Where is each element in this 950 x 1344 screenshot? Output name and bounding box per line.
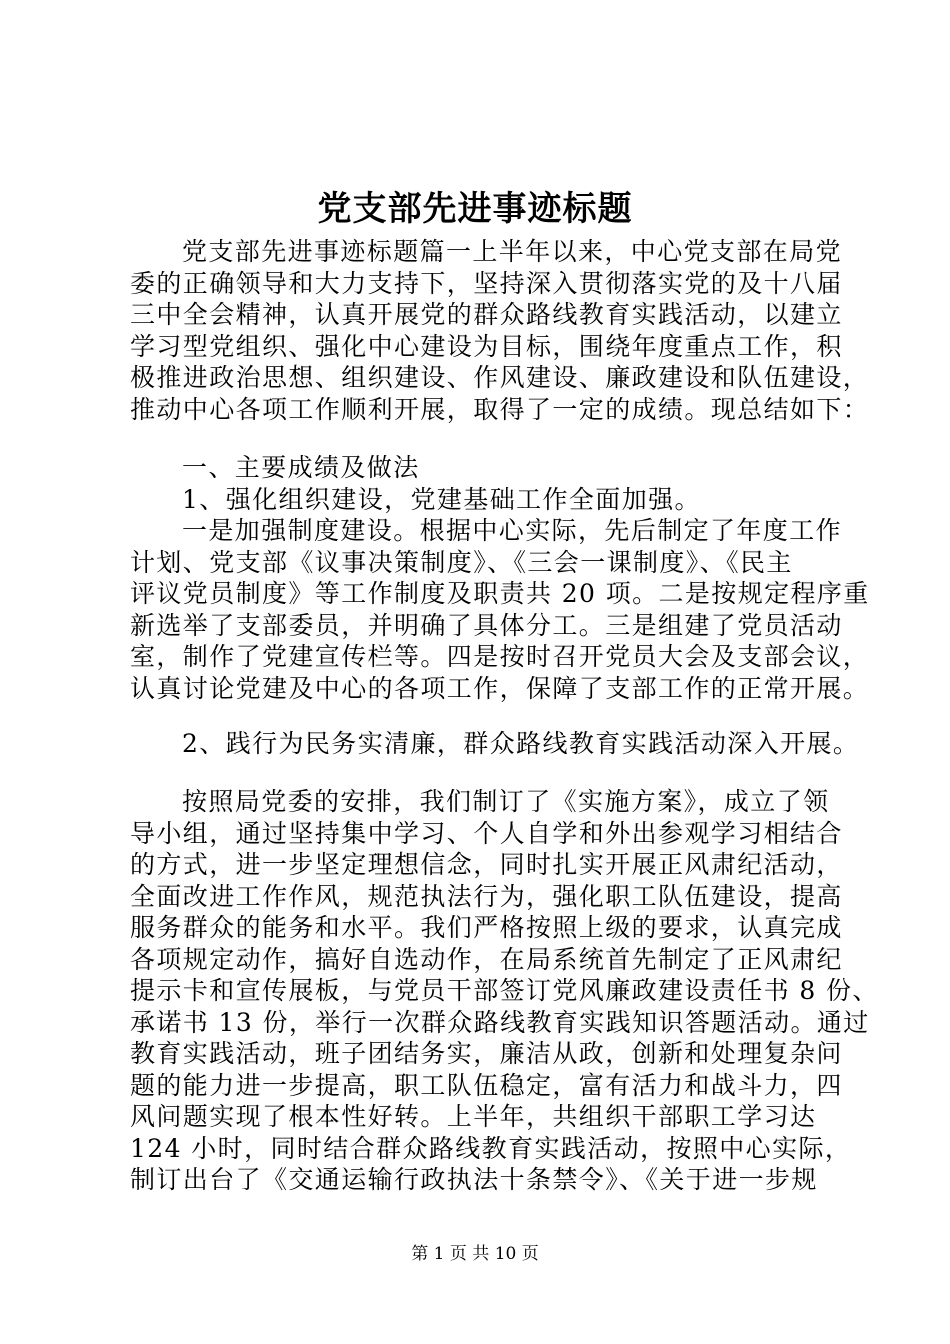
subsection-heading: 1、强化组织建设，党建基础工作全面加强。 [182, 484, 701, 514]
page-footer: 第 1 页 共 10 页 [411, 1244, 539, 1264]
text-line: 承诺书 13 份，举行一次群众路线教育实践知识答题活动。通过 [130, 1007, 870, 1037]
document-title: 党支部先进事迹标题 [317, 189, 633, 229]
text-line: 风问题实现了根本性好转。上半年，共组织干部职工学习达 [130, 1102, 817, 1131]
text-line: 导小组，通过坚持集中学习、个人自学和外出参观学习相结合 [130, 818, 843, 848]
text-line: 室，制作了党建宣传栏等。四是按时召开党员大会及支部会议， [130, 642, 870, 671]
text-line: 党支部先进事迹标题篇一上半年以来，中心党支部在局党 [182, 237, 843, 266]
text-line: 认真讨论党建及中心的各项工作，保障了支部工作的正常开展。 [130, 673, 870, 703]
subsection-heading: 2、践行为民务实清廉，群众路线教育实践活动深入开展。 [182, 729, 860, 758]
text-line: 计划、党支部《议事决策制度》、《三会一课制度》、《民主 [130, 547, 793, 577]
text-line: 推动中心各项工作顺利开展，取得了一定的成绩。现总结如下： [130, 394, 870, 424]
section-heading-block [130, 452, 830, 515]
text-line: 制订出台了《交通运输行政执法十条禁令》、《关于进一步规 [130, 1165, 818, 1194]
body-paragraph-2 [130, 786, 879, 1196]
text-line: 124 小时，同时结合群众路线教育实践活动，按照中心实际， [130, 1133, 852, 1163]
intro-paragraph [130, 236, 870, 425]
text-line: 委的正确领导和大力支持下，坚持深入贯彻落实党的及十八届 [130, 268, 843, 298]
text-line: 三中全会精神，认真开展党的群众路线教育实践活动，以建立 [130, 300, 843, 329]
text-line: 各项规定动作，搞好自选动作，在局系统首先制定了正风肃纪 [130, 944, 843, 974]
text-line: 评议党员制度》等工作制度及职责共 20 项。二是按规定程序重 [130, 579, 870, 608]
text-line: 极推进政治思想、组织建设、作风建设、廉政建设和队伍建设， [130, 363, 870, 392]
text-line: 提示卡和宣传展板，与党员干部签订党风廉政建设责任书 8 份、 [130, 976, 879, 1005]
text-line: 学习型党组织、强化中心建设为目标，围绕年度重点工作，积 [130, 331, 843, 361]
text-line: 新选举了支部委员，并明确了具体分工。三是组建了党员活动 [130, 610, 843, 640]
body-paragraph-1 [130, 515, 870, 704]
text-line: 全面改进工作作风，规范执法行为，强化职工队伍建设，提高 [130, 881, 843, 911]
subsection-heading-block [130, 728, 860, 760]
section-heading: 一、主要成绩及做法 [182, 453, 420, 482]
text-line: 教育实践活动，班子团结务实，廉洁从政，创新和处理复杂问 [130, 1039, 843, 1068]
text-line: 一是加强制度建设。根据中心实际，先后制定了年度工作 [182, 516, 843, 545]
text-line: 的方式，进一步坚定理想信念，同时扎实开展正风肃纪活动， [130, 850, 843, 879]
text-line: 题的能力进一步提高，职工队伍稳定，富有活力和战斗力，四 [130, 1070, 843, 1100]
text-line: 服务群众的能务和水平。我们严格按照上级的要求，认真完成 [130, 913, 843, 942]
text-line: 按照局党委的安排，我们制订了《实施方案》，成立了领 [182, 787, 830, 816]
